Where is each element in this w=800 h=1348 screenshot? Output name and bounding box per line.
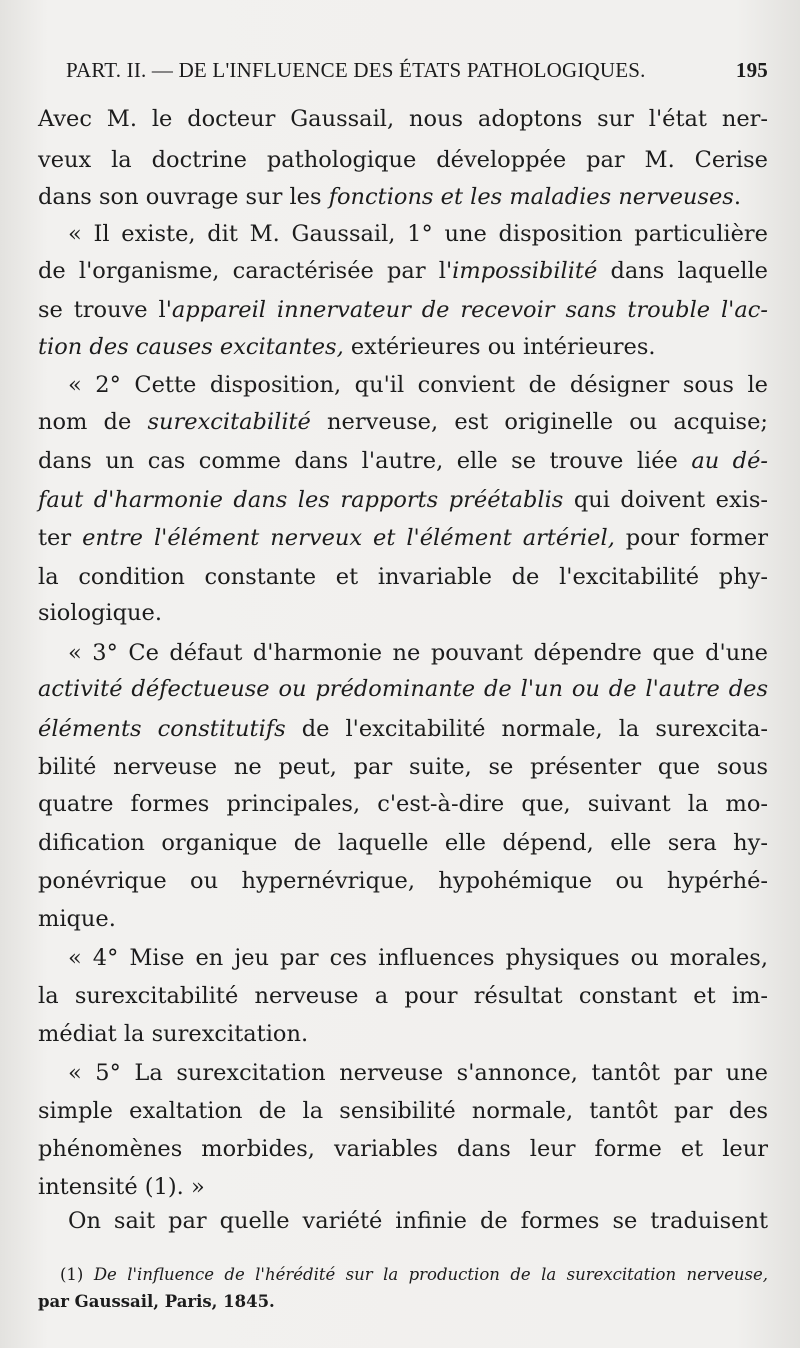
- text-line: simple exaltation de la sensibilité normale, tantôt par des: [38, 1098, 768, 1124]
- text-line: activité défectueuse ou prédominante de l'un ou de l'autre des: [38, 676, 768, 702]
- text-line: ter entre l'élément nerveux et l'élément artériel, pour former: [38, 525, 768, 551]
- text-line: bilité nerveuse ne peut, par suite, se présenter que sous: [38, 754, 768, 780]
- text-line: quatre formes principales, c'est-à-dire que, suivant la mo-: [38, 791, 768, 817]
- text-line: la surexcitabilité nerveuse a pour résultat constant et im-: [38, 983, 768, 1009]
- text-line: nom de surexcitabilité nerveuse, est originelle ou acquise;: [38, 409, 768, 435]
- running-title: PART. II. — DE L'INFLUENCE DES ÉTATS PATHOLOGIQUES.: [66, 58, 646, 82]
- page-number: 195: [735, 58, 768, 82]
- text-line: On sait par quelle variété infinie de formes se traduisent: [68, 1208, 768, 1234]
- text-line: phénomènes morbides, variables dans leur forme et leur: [38, 1136, 768, 1162]
- running-header: [66, 58, 768, 88]
- footnote-line: [60, 1260, 768, 1290]
- text-line: ponévrique ou hypernévrique, hypohémique ou hypérhé-: [38, 868, 768, 894]
- text-line: « 3° Ce défaut d'harmonie ne pouvant dépendre que d'une: [68, 640, 768, 666]
- text-line: médiat la surexcitation.: [38, 1021, 309, 1047]
- text-line: de l'organisme, caractérisée par l'impossibilité dans laquelle: [38, 258, 768, 284]
- footnote-title: De l'influence de l'hérédité sur la production de la surexcitation nerveuse,: [93, 1265, 769, 1284]
- text-line: dans un cas comme dans l'autre, elle se trouve liée au dé-: [38, 448, 768, 474]
- text-line: se trouve l'appareil innervateur de recevoir sans trouble l'ac-: [38, 297, 768, 323]
- footnote-line: par Gaussail, Paris, 1845.: [38, 1292, 275, 1311]
- text-line: tion des causes excitantes, extérieures ou intérieures.: [38, 334, 656, 360]
- text-line: dans son ouvrage sur les fonctions et les maladies nerveuses.: [38, 184, 741, 210]
- text-line: siologique.: [38, 600, 162, 626]
- text-line: Avec M. le docteur Gaussail, nous adoptons sur l'état ner-: [38, 106, 768, 132]
- text-line: intensité (1). »: [38, 1174, 205, 1200]
- text-line: la condition constante et invariable de l'excitabilité phy-: [38, 564, 768, 590]
- text-line: éléments constitutifs de l'excitabilité normale, la surexcita-: [38, 716, 769, 742]
- text-line: « 5° La surexcitation nerveuse s'annonce, tantôt par une: [68, 1060, 768, 1086]
- text-line: « 4° Mise en jeu par ces influences physiques ou morales,: [68, 945, 768, 971]
- text-line: « 2° Cette disposition, qu'il convient de désigner sous le: [68, 372, 768, 398]
- footnote-marker: (1): [60, 1265, 84, 1284]
- text-line: mique.: [38, 906, 116, 932]
- text-line: veux la doctrine pathologique développée par M. Cerise: [38, 147, 768, 173]
- text-line: « Il existe, dit M. Gaussail, 1° une disposition particulière: [68, 221, 768, 247]
- text-line: faut d'harmonie dans les rapports préétablis qui doivent exis-: [38, 487, 768, 513]
- text-line: dification organique de laquelle elle dépend, elle sera hy-: [38, 830, 768, 856]
